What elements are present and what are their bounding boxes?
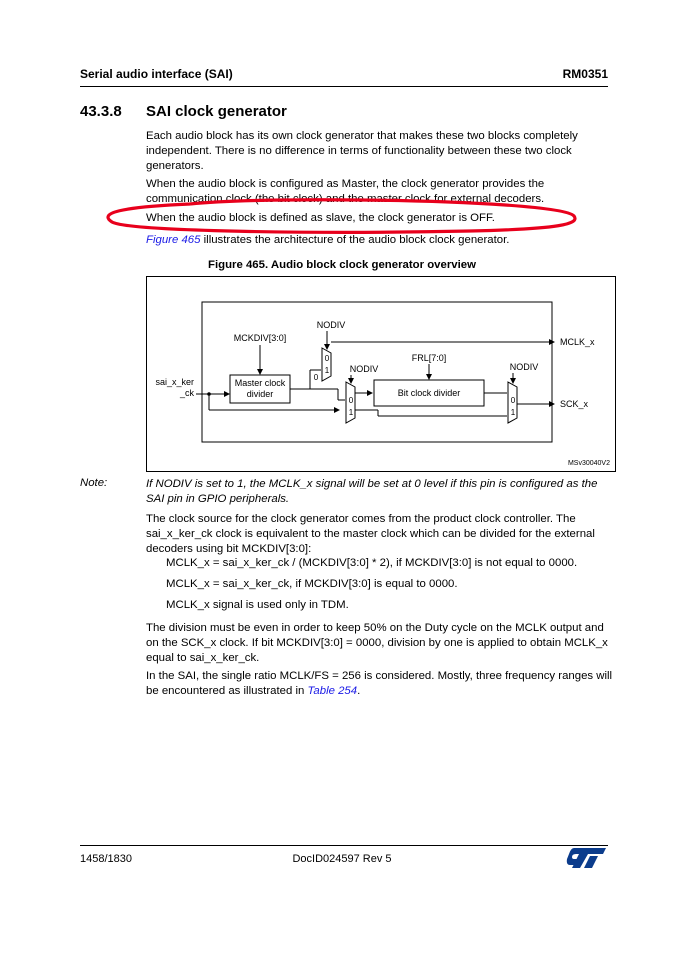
section-title: SAI clock generator	[146, 103, 287, 120]
sck-output-mux-0: 0	[510, 396, 516, 405]
mclk-zero-input: 0	[313, 373, 319, 382]
figure-ref: MSv30040V2	[567, 460, 610, 467]
page-number: 1458/1830	[80, 853, 132, 865]
paragraph-7-end: .	[357, 685, 361, 697]
figure-link[interactable]: Figure 465	[146, 234, 201, 246]
nodiv-top-label: NODIV	[316, 320, 346, 330]
mclk-output-label: MCLK_x	[560, 337, 595, 347]
mckdiv-label: MCKDIV[3:0]	[233, 333, 287, 343]
paragraph-4-text: illustrates the architecture of the audio block clock generator.	[200, 234, 510, 246]
paragraph-7	[146, 669, 616, 699]
paragraph-1: Each audio block has its own clock generator that makes these two blocks completely independent. There is no difference in terms of functionality between these two clock generators.	[146, 130, 578, 172]
sck-output-label: SCK_x	[560, 399, 589, 409]
table-link[interactable]: Table 254	[307, 685, 358, 697]
paragraph-3: When the audio block is defined as slave, the clock generator is OFF.	[146, 212, 495, 224]
nodiv-mid-label: NODIV	[349, 364, 379, 374]
paragraph-6: The division must be even in order to keep 50% on the Duty cycle on the MCLK output and on the SCK_x clock. If bit MCKDIV[3:0] = 0000, division by one is applied to obtain MCLK_x equal to sai_x_ker_ck.	[146, 622, 608, 664]
mclk-mux-0: 0	[324, 354, 330, 363]
sck-source-mux-1: 1	[348, 408, 354, 417]
footer-rule	[80, 845, 608, 846]
paragraph-2: When the audio block is configured as Master, the clock generator provides the communication clock (the bit clock) and the master clock for external decoders.	[146, 178, 545, 205]
highlight-ellipse	[108, 200, 575, 233]
nodiv-right-label: NODIV	[509, 362, 539, 372]
sck-output-mux-1: 1	[510, 408, 516, 417]
formula-2: MCLK_x = sai_x_ker_ck, if MCKDIV[3:0] is equal to 0000.	[166, 578, 458, 590]
formula-1: MCLK_x = sai_x_ker_ck / (MCKDIV[3:0] * 2), if MCKDIV[3:0] is not equal to 0000.	[166, 557, 578, 569]
st-logo-icon	[566, 846, 608, 870]
frl-label: FRL[7:0]	[411, 353, 447, 363]
clock-generator-diagram	[146, 276, 616, 472]
note-text: If NODIV is set to 1, the MCLK_x signal will be set at 0 level if this pin is configured as the SAI pin in GPIO peripherals.	[146, 478, 598, 505]
section-number: 43.3.8	[80, 103, 122, 120]
figure-caption: Figure 465. Audio block clock generator overview	[208, 259, 476, 271]
formula-3: MCLK_x signal is used only in TDM.	[166, 599, 349, 611]
mclk-mux-1: 1	[324, 366, 330, 375]
document-id: RM0351	[562, 67, 608, 81]
footer-doc-id: DocID024597 Rev 5	[292, 853, 392, 865]
running-header-title: Serial audio interface (SAI)	[80, 67, 233, 81]
paragraph-7-text: In the SAI, the single ratio MCLK/FS = 256 is considered. Mostly, three frequency ranges will be encountered as illustrated in	[146, 670, 613, 697]
note-label: Note:	[80, 477, 108, 489]
paragraph-5: The clock source for the clock generator comes from the product clock controller. The sai_x_ker_ck clock is equivalent to the master clock which can be divided for the external decoders using bit MCKDIV[3:0]:	[146, 513, 595, 555]
master-divider-label-2: divider	[246, 389, 274, 399]
bit-clock-divider-label: Bit clock divider	[397, 388, 461, 398]
input-label-line2: _ck	[179, 388, 194, 398]
master-divider-label-1: Master clock	[234, 378, 286, 388]
input-label-line1: sai_x_ker	[155, 377, 194, 387]
mclk-mux	[322, 348, 331, 381]
sck-source-mux-0: 0	[348, 396, 354, 405]
